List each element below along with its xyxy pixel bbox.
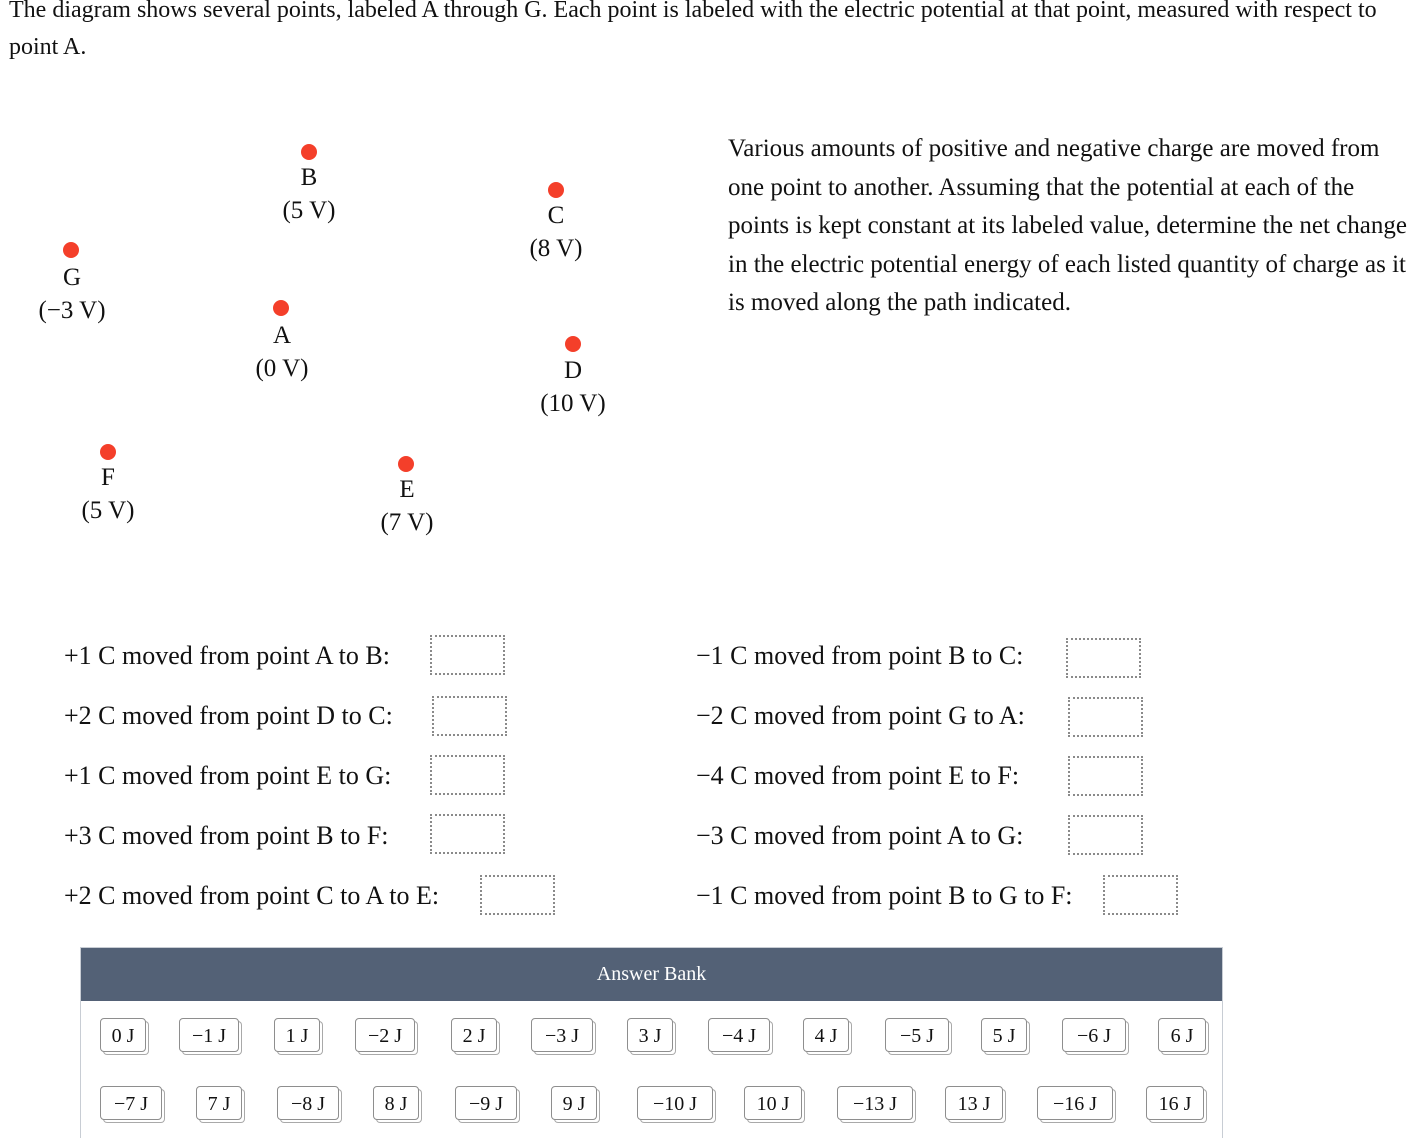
answer-chip[interactable]: 7 J	[196, 1086, 242, 1120]
point-f-dot	[100, 444, 116, 460]
point-b-potential: (5 V)	[282, 197, 336, 224]
answer-drop-e-to-g[interactable]	[430, 755, 505, 795]
answer-chip[interactable]: 2 J	[451, 1018, 497, 1052]
answer-drop-d-to-c[interactable]	[432, 696, 507, 736]
answer-chip[interactable]: −16 J	[1037, 1086, 1113, 1120]
answer-drop-c-to-a-to-e[interactable]	[480, 875, 555, 915]
answer-chip[interactable]: 10 J	[744, 1086, 802, 1120]
answer-chip[interactable]: 0 J	[100, 1018, 146, 1052]
point-a-dot	[273, 300, 289, 316]
point-e-letter: E	[399, 476, 415, 503]
question-a-to-g: −3 C moved from point A to G:	[696, 821, 1024, 850]
answer-chip[interactable]: −4 J	[708, 1018, 770, 1052]
question-a-to-b: +1 C moved from point A to B:	[64, 641, 390, 670]
point-g-dot	[63, 242, 79, 258]
point-d-dot	[565, 336, 581, 352]
question-d-to-c: +2 C moved from point D to C:	[64, 701, 393, 730]
point-d-potential: (10 V)	[540, 390, 606, 417]
answer-chip[interactable]: 1 J	[274, 1018, 320, 1052]
point-a-potential: (0 V)	[255, 355, 309, 382]
answer-drop-b-to-c[interactable]	[1066, 638, 1141, 678]
answer-drop-e-to-f[interactable]	[1068, 756, 1143, 796]
answer-chip[interactable]: 5 J	[981, 1018, 1027, 1052]
point-e-dot	[398, 456, 414, 472]
question-e-to-f: −4 C moved from point E to F:	[696, 761, 1020, 790]
answer-chip[interactable]: −6 J	[1062, 1018, 1126, 1052]
answer-drop-b-to-f[interactable]	[430, 814, 505, 854]
answer-chip[interactable]: −10 J	[637, 1086, 713, 1120]
question-b-to-c: −1 C moved from point B to C:	[696, 641, 1024, 670]
point-a-letter: A	[272, 322, 292, 349]
answer-chip[interactable]: −7 J	[100, 1086, 162, 1120]
answer-chip[interactable]: 9 J	[551, 1086, 597, 1120]
answer-chip[interactable]: −13 J	[837, 1086, 913, 1120]
question-b-to-f: +3 C moved from point B to F:	[64, 821, 389, 850]
answer-bank	[80, 947, 1223, 1138]
point-f-letter: F	[101, 464, 115, 491]
question-c-to-a-to-e: +2 C moved from point C to A to E:	[64, 881, 440, 910]
answer-chip[interactable]: 6 J	[1158, 1018, 1206, 1052]
point-c-dot	[548, 182, 564, 198]
answer-chip[interactable]: 4 J	[803, 1018, 849, 1052]
answer-chip[interactable]: 16 J	[1146, 1086, 1204, 1120]
point-b-letter: B	[300, 164, 318, 191]
answer-chip[interactable]: 3 J	[627, 1018, 673, 1052]
point-f-potential: (5 V)	[81, 497, 135, 524]
answer-chip[interactable]: −1 J	[179, 1018, 239, 1052]
point-c-potential: (8 V)	[529, 235, 583, 262]
point-d-letter: D	[563, 357, 583, 384]
answer-chip[interactable]: −3 J	[531, 1018, 593, 1052]
answer-drop-a-to-b[interactable]	[430, 635, 505, 675]
point-g-letter: G	[62, 264, 82, 291]
answer-chip[interactable]: 8 J	[373, 1086, 419, 1120]
point-c-letter: C	[547, 202, 565, 229]
answer-bank-title: Answer Bank	[81, 948, 1222, 1001]
answer-chip[interactable]: −2 J	[355, 1018, 415, 1052]
problem-description: Various amounts of positive and negative charge are moved from one point to another. Assuming that the potential at each of the points is kept constant at its labeled value, determine the net change in the electric potential energy of each listed quantity of charge as it is moved along the path indicated.	[728, 135, 1407, 316]
question-g-to-a: −2 C moved from point G to A:	[696, 701, 1025, 730]
answer-drop-a-to-g[interactable]	[1068, 815, 1143, 855]
question-b-to-g-to-f: −1 C moved from point B to G to F:	[696, 881, 1073, 910]
answer-chip[interactable]: −8 J	[277, 1086, 339, 1120]
point-g-potential: (−3 V)	[38, 297, 106, 324]
answer-drop-g-to-a[interactable]	[1068, 697, 1143, 737]
answer-chip[interactable]: 13 J	[945, 1086, 1003, 1120]
point-b-dot	[301, 144, 317, 160]
point-e-potential: (7 V)	[380, 509, 434, 536]
question-e-to-g: +1 C moved from point E to G:	[64, 761, 392, 790]
intro-text: The diagram shows several points, labeled A through G. Each point is labeled with the electric potential at that point, measured with respect to point A.	[9, 0, 1377, 60]
answer-chip[interactable]: −5 J	[885, 1018, 949, 1052]
answer-drop-b-to-g-to-f[interactable]	[1103, 875, 1178, 915]
answer-chip[interactable]: −9 J	[455, 1086, 517, 1120]
